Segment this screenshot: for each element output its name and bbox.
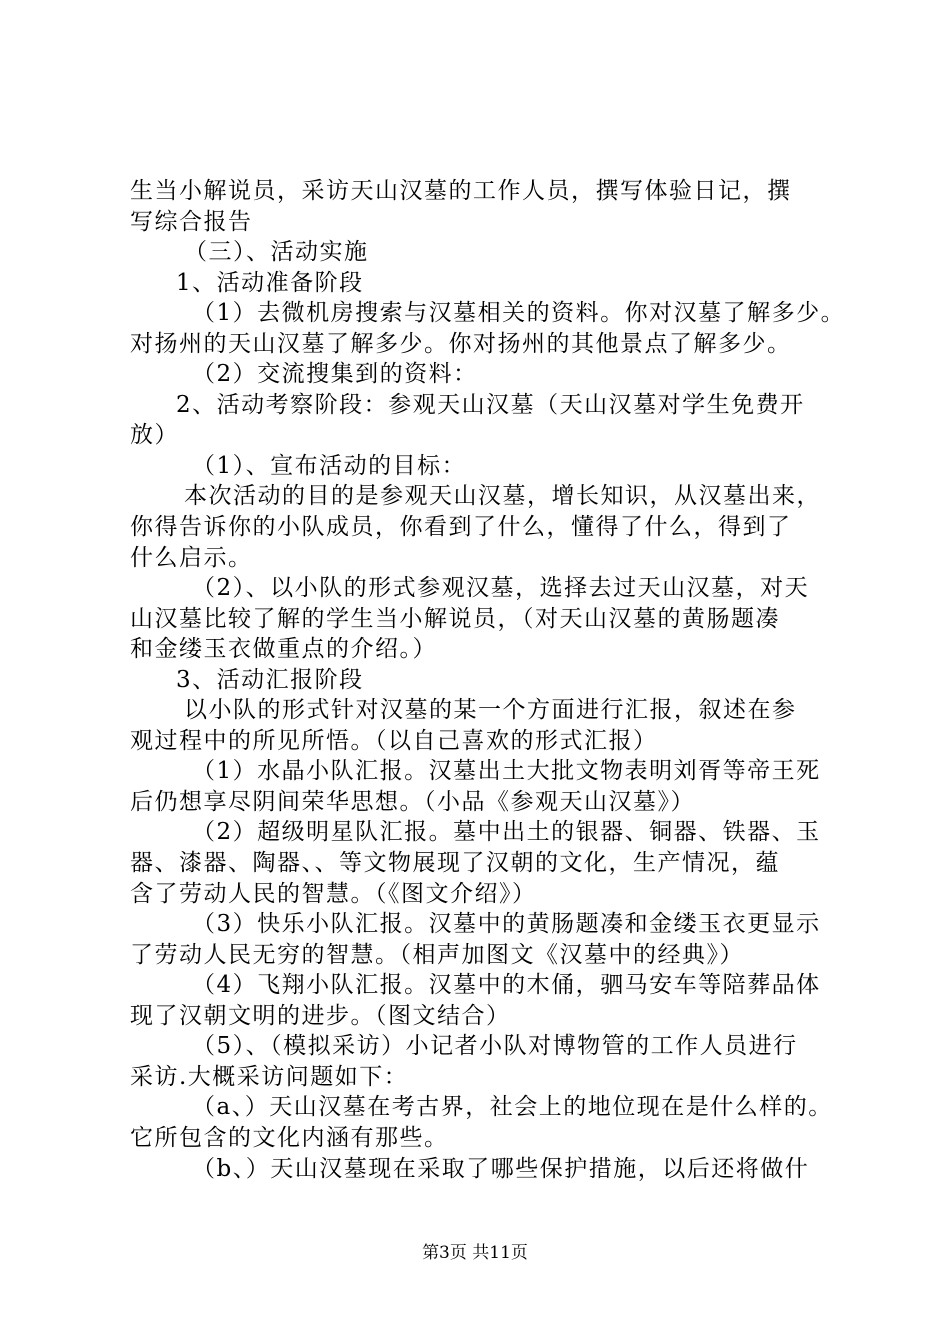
subsection-heading: 2、活动考察阶段：参观天山汉墓（天山汉墓对学生免费开 xyxy=(176,391,805,418)
subsection-heading: 1、活动准备阶段 xyxy=(176,269,364,296)
text-line: 它所包含的文化内涵有那些。 xyxy=(130,1124,449,1151)
text-line: 你得告诉你的小队成员，你看到了什么，懂得了什么，得到了 xyxy=(130,514,792,541)
text-line: 观过程中的所见所悟。（以自己喜欢的形式汇报） xyxy=(130,727,658,754)
text-line: 以小队的形式针对汉墓的某一个方面进行汇报，叙述在参 xyxy=(184,697,797,724)
text-line: 放） xyxy=(130,422,179,449)
subsection-heading: 3、活动汇报阶段 xyxy=(176,666,364,693)
text-line: 什么启示。 xyxy=(130,544,253,571)
text-line: 和金缕玉衣做重点的介绍。） xyxy=(130,636,437,663)
text-line: 后仍想享尽阴间荣华思想。（小品《参观天山汉墓》） xyxy=(130,788,695,815)
text-line: 了劳动人民无穷的智慧。（相声加图文《汉墓中的经典》） xyxy=(130,941,744,968)
text-line: 本次活动的目的是参观天山汉墓，增长知识，从汉墓出来， xyxy=(184,483,821,510)
document-body xyxy=(130,176,846,1184)
text-line: 生当小解说员，采访天山汉墓的工作人员，撰写体验日记，撰 xyxy=(130,178,792,204)
text-line: （a、）天山汉墓在考古界，社会上的地位现在是什么样的。 xyxy=(192,1094,833,1121)
text-line: 写综合报告 xyxy=(130,208,253,235)
text-line: 对扬州的天山汉墓了解多少。你对扬州的其他景点了解多少。 xyxy=(130,330,792,357)
text-line: （1）、宣布活动的目标： xyxy=(192,452,467,479)
text-line: （1）水晶小队汇报。汉墓出土大批文物表明刘胥等帝王死 xyxy=(192,758,821,785)
text-line: 现了汉朝文明的进步。（图文结合） xyxy=(130,1002,511,1029)
text-line: （3）快乐小队汇报。汉墓中的黄肠题凑和金缕玉衣更显示 xyxy=(192,911,821,938)
text-line: 含了劳动人民的智慧。（《图文介绍》） xyxy=(130,880,537,907)
text-line: （1）去微机房搜索与汉墓相关的资料。你对汉墓了解多少。 xyxy=(192,300,846,327)
text-line: （5）、（模拟采访）小记者小队对博物管的工作人员进行 xyxy=(192,1033,798,1060)
text-line: 山汉墓比较了解的学生当小解说员，（对天山汉墓的黄肠题凑 xyxy=(130,605,780,632)
text-line: （4）飞翔小队汇报。汉墓中的木俑，驷马安车等陪葬品体 xyxy=(192,972,821,999)
text-line: （2）、以小队的形式参观汉墓，选择去过天山汉墓，对天 xyxy=(192,575,810,602)
section-heading: （三）、活动实施 xyxy=(184,239,369,266)
text-line: （2）交流搜集到的资料： xyxy=(192,361,478,388)
text-line: （2）超级明星队汇报。墓中出土的银器、铜器、铁器、玉 xyxy=(192,819,821,846)
text-line: （b、）天山汉墓现在采取了哪些保护措施，以后还将做什 xyxy=(192,1155,810,1182)
text-line: 器、漆器、陶器、、等文物展现了汉朝的文化，生产情况，蕴 xyxy=(130,850,780,877)
text-line: 采访.大概采访问题如下： xyxy=(130,1063,409,1090)
page-footer: 第3页 共11页 xyxy=(422,1243,528,1263)
